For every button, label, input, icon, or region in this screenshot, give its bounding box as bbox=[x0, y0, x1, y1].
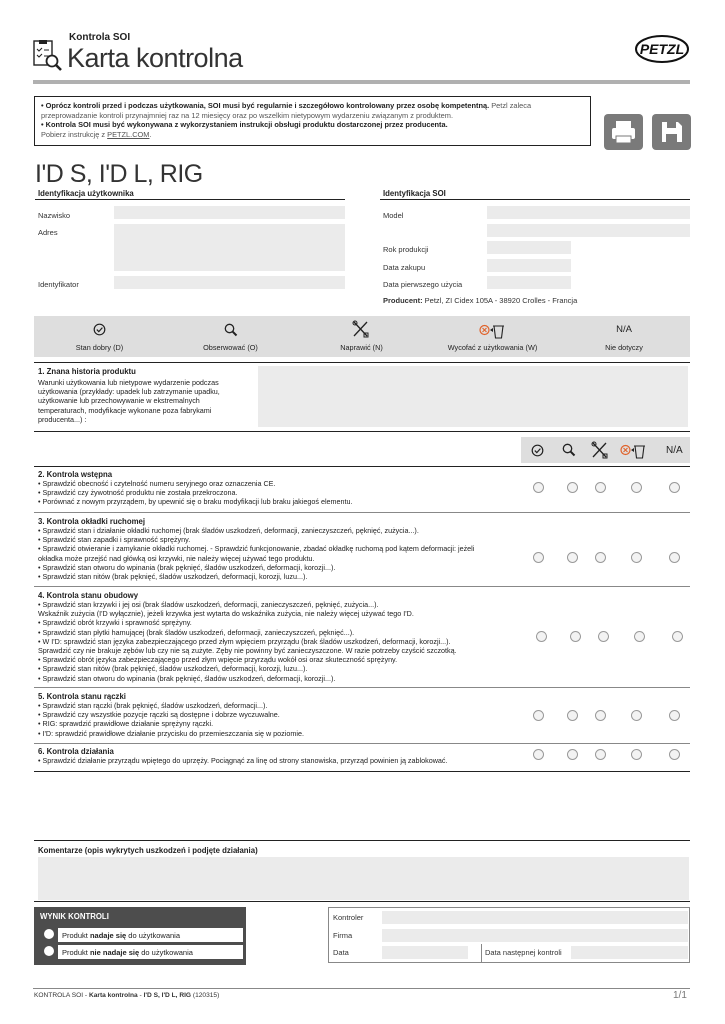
page-number: 1/1 bbox=[673, 990, 687, 1001]
comments-title: Komentarze (opis wykrytych uszkodzeń i podjęte działania) bbox=[38, 846, 258, 855]
name-field[interactable] bbox=[114, 206, 345, 219]
comments-box bbox=[34, 840, 690, 902]
footer-pre: KONTROLA SOI - bbox=[34, 992, 89, 999]
address-label: Adres bbox=[38, 228, 58, 237]
check-line: • I'D: sprawdzić prawidłowe działanie przycisku do przemieszczania się w poziomie. bbox=[38, 728, 304, 738]
legend-repair bbox=[296, 316, 427, 357]
section-initial-check bbox=[38, 470, 518, 507]
check-line: • Sprawdzić stan rączki (brak pęknięć, śladów uszkodzeń, deformacji...). bbox=[38, 701, 268, 710]
company-label: Firma bbox=[333, 931, 353, 940]
check-line: • Sprawdzić otwieranie i zamykanie okładki ruchomej. - Sprawdzić funkcjonowanie, zbadać okładkę ruchomą pod kątem deformacji: jeżeli bbox=[38, 544, 475, 554]
section-title: 5. Kontrola stanu rączki bbox=[38, 692, 126, 701]
producer-label: Producent: bbox=[383, 296, 423, 305]
header-subtitle: Kontrola SOI bbox=[69, 32, 131, 43]
na-glyph: N/A bbox=[666, 445, 683, 456]
radio-na[interactable] bbox=[669, 552, 680, 563]
radio-na[interactable] bbox=[672, 631, 683, 642]
header-icon bbox=[33, 40, 63, 72]
magnifier-icon bbox=[562, 443, 576, 457]
result-box bbox=[34, 907, 246, 965]
radio-observe[interactable] bbox=[567, 749, 578, 760]
check-line: Wskaźnik zużycia (I'D wyłącznie), jeżeli krzywka jest wytarta do wskaźnika zużycia, nie należy więcej używać tego I'D. bbox=[38, 609, 414, 619]
check-line: • Sprawdzić stan otworu do wpinania (brak pęknięć, śladów uszkodzeń, deformacji, korozji...). bbox=[38, 673, 336, 683]
result-option-unsuitable-label[interactable] bbox=[62, 948, 193, 957]
result-title: WYNIK KONTROLI bbox=[40, 912, 109, 921]
name-label: Nazwisko bbox=[38, 211, 71, 220]
footer-post: (120315) bbox=[191, 992, 220, 999]
header-rule bbox=[33, 80, 690, 84]
print-button[interactable] bbox=[604, 114, 643, 150]
product-title: I'D S, I'D L, RIG bbox=[35, 160, 203, 188]
notice-box bbox=[34, 96, 591, 146]
petzl-logo bbox=[634, 34, 690, 64]
section-handle-check bbox=[38, 692, 518, 738]
legend-na bbox=[558, 316, 690, 357]
section-title: 3. Kontrola okładki ruchomej bbox=[38, 517, 146, 526]
first-use-label: Data pierwszego użycia bbox=[383, 280, 463, 289]
soi-ident-heading: Identyfikacja SOI bbox=[383, 189, 446, 198]
check-line: • Sprawdzić stan i działanie okładki ruchomej (brak śladów uszkodzeń, deformacji, zanieczyszczeń, pęknięć, zużycia...). bbox=[38, 526, 419, 535]
comments-field[interactable] bbox=[38, 857, 689, 900]
section-body-check bbox=[38, 591, 538, 683]
producer bbox=[383, 296, 577, 305]
notice-line4-post: . bbox=[149, 129, 152, 139]
radio-good[interactable] bbox=[533, 482, 544, 493]
controller-field[interactable] bbox=[382, 911, 688, 924]
radio-na[interactable] bbox=[669, 749, 680, 760]
address-field[interactable] bbox=[114, 224, 345, 271]
first-use-field[interactable] bbox=[487, 276, 571, 289]
identifier-field[interactable] bbox=[114, 276, 345, 289]
footer-bold2: I'D S, I'D L, RIG bbox=[143, 992, 192, 999]
result-opt1-bold: nadaje się bbox=[89, 931, 127, 940]
radio-good[interactable] bbox=[533, 710, 544, 721]
check-line: Sprawdzić czy nie brakuje zębów lub czy nie są zużyte. Zęby nie powinny być zanieczyszczone. W razie potrzeby czyścić szczotką. bbox=[38, 646, 457, 656]
check-line: • Sprawdzić stan płytki hamującej (brak śladów uszkodzeń, deformacji, zanieczyszczeń, pęknięć...). bbox=[38, 627, 355, 637]
check-line: • Sprawdzić czy wszystkie pozycje rączki są dostępne i dobrze wyczuwalne. bbox=[38, 710, 280, 720]
printer-icon bbox=[604, 114, 643, 150]
check-line: • Sprawdzić stan krzywki i jej osi (brak śladów uszkodzeń, deformacji, zanieczyszczeń, pęknięć, zużycia...). bbox=[38, 600, 379, 609]
year-label: Rok produkcji bbox=[383, 245, 429, 254]
check-line: • RIG: sprawdzić prawidłowe działanie sprężyny rączki. bbox=[38, 719, 214, 729]
radio-observe[interactable] bbox=[567, 482, 578, 493]
tools-icon bbox=[591, 441, 609, 460]
radio-repair[interactable] bbox=[595, 749, 606, 760]
notice-line4-pre: Pobierz instrukcję z bbox=[41, 129, 108, 139]
section-title: 2. Kontrola wstępna bbox=[38, 470, 113, 479]
company-field[interactable] bbox=[382, 929, 688, 942]
radio-retire[interactable] bbox=[631, 482, 642, 493]
identifier-label: Identyfikator bbox=[38, 280, 79, 289]
history-box bbox=[34, 362, 690, 432]
save-button[interactable] bbox=[652, 114, 691, 150]
result-opt2-bold: nie nadaje się bbox=[89, 948, 140, 957]
result-option-suitable-label[interactable] bbox=[62, 931, 180, 940]
footer-mid: - bbox=[137, 992, 144, 999]
next-date-field[interactable] bbox=[571, 946, 688, 959]
legend-repair-label: Naprawić (N) bbox=[340, 343, 383, 352]
purchase-field[interactable] bbox=[487, 259, 571, 272]
radio-good[interactable] bbox=[536, 631, 547, 642]
check-line: • Sprawdzić obrót języka zabezpieczającego przed złym wpięcie przyrządu wokół osi oraz skuteczność sprężyny. bbox=[38, 655, 398, 665]
notice-line1-bold: • Oprócz kontroli przed i podczas użytkowania, SOI musi być regularnie i szczegółowo kontrolowany przez osobę kompetentną. bbox=[41, 101, 490, 110]
radio-observe[interactable] bbox=[567, 710, 578, 721]
discard-icon bbox=[620, 441, 646, 459]
model-field-2[interactable] bbox=[487, 224, 690, 237]
check-circle-icon bbox=[93, 323, 106, 336]
notice-line1-rest: Petzl zaleca bbox=[489, 101, 532, 110]
check-line: • Sprawdzić czy żywotność produktu nie została przekroczona. bbox=[38, 488, 238, 498]
next-date-label: Data następnej kontroli bbox=[485, 948, 562, 957]
magnifier-icon bbox=[224, 323, 238, 337]
result-opt1-pre: Produkt bbox=[62, 931, 90, 940]
date-label: Data bbox=[333, 948, 349, 957]
history-field[interactable] bbox=[258, 366, 688, 427]
radio-retire[interactable] bbox=[634, 631, 645, 642]
check-line: • Sprawdzić stan nitów (brak pęknięć, śladów uszkodzeń, deformacji, korozji, luzu...). bbox=[38, 572, 308, 582]
user-ident-heading: Identyfikacja użytkownika bbox=[38, 189, 134, 198]
radio-retire[interactable] bbox=[631, 710, 642, 721]
radio-retire[interactable] bbox=[631, 552, 642, 563]
radio-observe[interactable] bbox=[567, 552, 578, 563]
check-line: • Sprawdzić stan zapadki i sprawność sprężyny. bbox=[38, 535, 191, 545]
footer-text bbox=[34, 992, 219, 999]
check-line: • Sprawdzić obrót krzywki i sprawność sprężyny. bbox=[38, 618, 192, 628]
section-function-check bbox=[38, 747, 518, 765]
radio-good[interactable] bbox=[533, 749, 544, 760]
tools-icon bbox=[352, 320, 370, 339]
producer-value: Petzl, ZI Cidex 105A - 38920 Crolles - Francja bbox=[422, 296, 578, 305]
radio-repair[interactable] bbox=[598, 631, 609, 642]
legend-retire-label: Wycofać z użytkowania (W) bbox=[447, 343, 538, 352]
controller-label: Kontroler bbox=[333, 913, 364, 922]
legend-bar bbox=[34, 316, 690, 357]
history-title: 1. Znana historia produktu bbox=[38, 367, 136, 376]
petzl-link[interactable]: PETZL.COM bbox=[107, 129, 150, 139]
check-line: • Porównać z nowym przyrządem, by upewnić się o braku modyfikacji lub braku jakiegoś elementu. bbox=[38, 497, 353, 507]
radio-retire[interactable] bbox=[631, 749, 642, 760]
discard-icon bbox=[479, 321, 505, 339]
radio-observe[interactable] bbox=[570, 631, 581, 642]
year-field[interactable] bbox=[487, 241, 571, 254]
radio-repair[interactable] bbox=[595, 552, 606, 563]
check-line: • Sprawdzić stan nitów (brak pęknięć, śladów uszkodzeń, deformacji, korozji, luzu...). bbox=[38, 664, 308, 674]
radio-na[interactable] bbox=[669, 482, 680, 493]
check-line: okładka może przejść nad główką osi krzywki, nie należy więcej używać tego produktu. bbox=[38, 553, 315, 563]
legend-good bbox=[34, 316, 165, 357]
legend-observe bbox=[165, 316, 296, 357]
result-opt2-post: do użytkowania bbox=[139, 948, 193, 957]
history-text: Warunki użytkowania lub nietypowe wydarzenie podczas użytkowania (przykłady: upadek lub zatrzymanie upadku, użytkowanie lub przechowywanie w ekstremalnych temperaturach, modyfikacje wykonane poza fabrykami producenta...) : bbox=[38, 378, 220, 424]
check-circle-icon bbox=[531, 444, 544, 457]
model-field[interactable] bbox=[487, 206, 690, 219]
result-radio-suitable[interactable] bbox=[44, 929, 54, 939]
check-line: • Sprawdzić stan otworu do wpinania (brak pęknięć, śladów uszkodzeń, deformacji, korozji...). bbox=[38, 562, 336, 572]
radio-good[interactable] bbox=[533, 552, 544, 563]
radio-repair[interactable] bbox=[595, 482, 606, 493]
section-title: 4. Kontrola stanu obudowy bbox=[38, 591, 139, 600]
legend-observe-label: Obserwować (O) bbox=[203, 343, 258, 352]
footer-bold: Karta kontrolna bbox=[88, 992, 138, 999]
date-field[interactable] bbox=[382, 946, 468, 959]
section-title: 6. Kontrola działania bbox=[38, 747, 114, 756]
legend-good-label: Stan dobry (D) bbox=[75, 343, 124, 352]
page-title: Karta kontrolna bbox=[67, 43, 243, 73]
check-line: • W I'D: sprawdzić stan języka zabezpieczającego przed złym wpięciem przyrządu (brak śladów uszkodzeń, deformacji, korozji...). bbox=[38, 636, 451, 646]
check-line: • Sprawdzić obecność i czytelność numeru seryjnego oraz oznaczenia CE. bbox=[38, 479, 276, 488]
floppy-disk-icon bbox=[652, 114, 691, 150]
model-label: Model bbox=[383, 211, 404, 220]
legend-retire bbox=[427, 316, 558, 357]
check-line: • Sprawdzić działanie przyrządu wpiętego do uprzęży. Pociągnąć za linę od strony stanowiska, przyrząd powinien ją zablokować. bbox=[38, 756, 448, 765]
result-opt1-post: do użytkowania bbox=[126, 931, 181, 940]
notice-line2: przeprowadzanie kontroli przynajmniej raz na 12 miesięcy oraz po wszelkim nietypowym wydarzeniu związanym z produktem. bbox=[41, 110, 453, 120]
result-radio-unsuitable[interactable] bbox=[44, 946, 54, 956]
section-gate-check bbox=[38, 517, 538, 581]
legend-na-label: Nie dotyczy bbox=[605, 343, 643, 352]
purchase-label: Data zakupu bbox=[383, 263, 426, 272]
radio-na[interactable] bbox=[669, 710, 680, 721]
na-glyph: N/A bbox=[616, 324, 632, 335]
result-opt2-pre: Produkt bbox=[62, 948, 90, 957]
svg-text:PETZL: PETZL bbox=[639, 41, 685, 57]
radio-repair[interactable] bbox=[595, 710, 606, 721]
notice-line3-bold: • Kontrola SOI musi być wykonywana z wykorzystaniem instrukcji obsługi produktu dostarczonej przez producenta. bbox=[41, 120, 448, 129]
